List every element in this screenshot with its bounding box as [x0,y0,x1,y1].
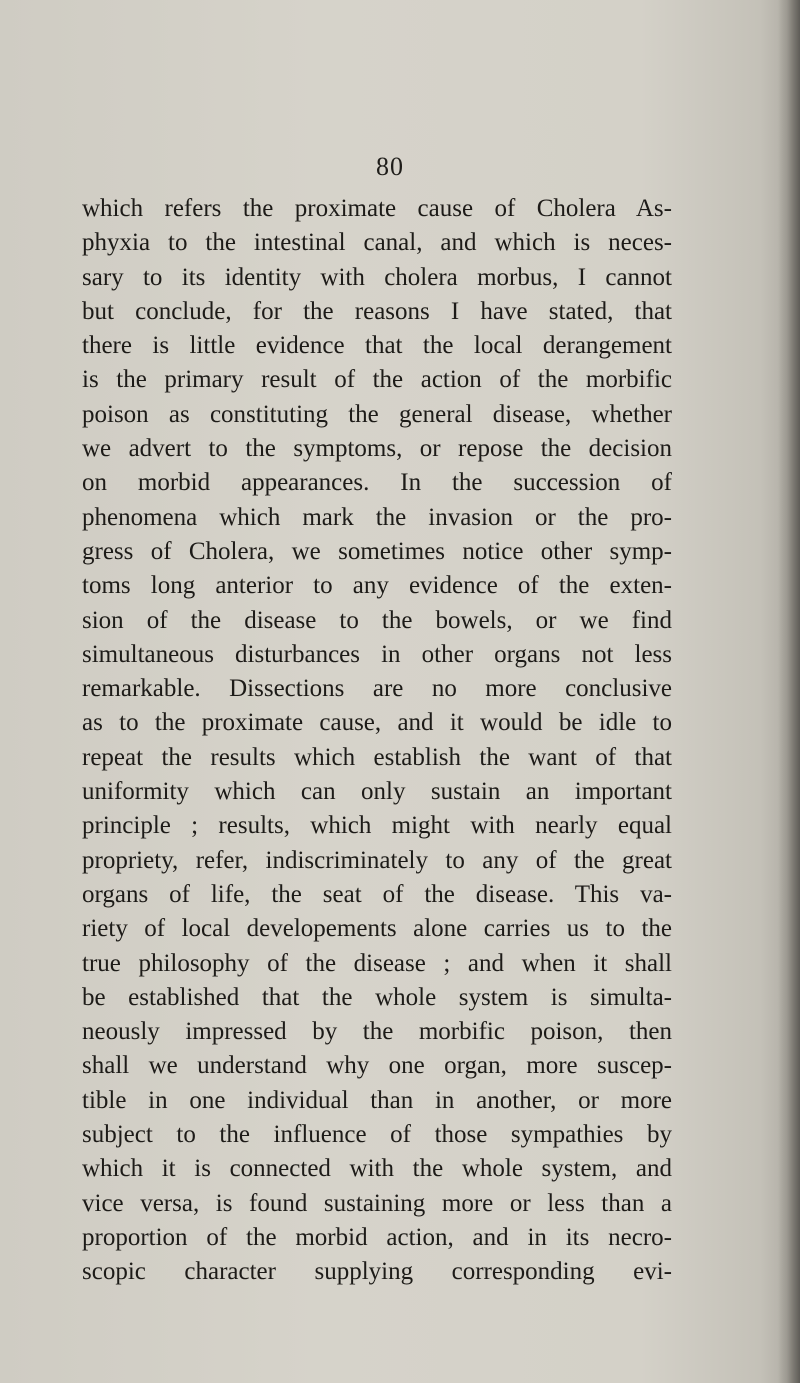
text-line: is the primary result of the action of the morbific [82,366,672,394]
text-line: vice versa, is found sustaining more or less than a [82,1189,672,1217]
page-number: 80 [376,152,404,181]
text-line: uniformity which can only sustain an important [82,778,672,806]
text-line: gress of Cholera, we sometimes notice other symp- [82,537,672,565]
text-line: poison as constituting the general disease, whether [82,400,672,428]
text-line: tible in one individual than in another, or more [82,1086,672,1114]
text-line: we advert to the symptoms, or repose the decision [82,435,672,463]
text-line: scopic character supplying corresponding evi- [82,1258,672,1286]
text-line: true philosophy of the disease ; and when it shall [82,949,672,977]
text-line: on morbid appearances. In the succession of [82,469,672,497]
text-line: which it is connected with the whole system, and [82,1155,672,1183]
text-line: toms long anterior to any evidence of the exten- [82,572,672,600]
body-text [82,192,672,1290]
page-binding-edge [778,0,800,1383]
text-line: proportion of the morbid action, and in its necro- [82,1223,672,1251]
text-line: be established that the whole system is simulta- [82,983,672,1011]
text-line: shall we understand why one organ, more suscep- [82,1052,672,1080]
text-line: propriety, refer, indiscriminately to any of the great [82,846,672,874]
text-line: phyxia to the intestinal canal, and which is neces- [82,229,672,257]
text-line: there is little evidence that the local derangement [82,332,672,360]
text-line: riety of local developements alone carries us to the [82,915,672,943]
text-line: as to the proximate cause, and it would be idle to [82,709,672,737]
text-line: phenomena which mark the invasion or the pro- [82,503,672,531]
text-line: which refers the proximate cause of Cholera As- [82,195,672,222]
text-line: repeat the results which establish the want of that [82,743,672,771]
text-line: remarkable. Dissections are no more conclusive [82,675,672,703]
text-line: organs of life, the seat of the disease. This va- [82,880,672,908]
text-line: but conclude, for the reasons I have stated, that [82,297,672,325]
text-line: sion of the disease to the bowels, or we find [82,606,672,634]
text-line: principle ; results, which might with nearly equal [82,812,672,840]
text-line: neously impressed by the morbific poison, then [82,1018,672,1046]
text-line: simultaneous disturbances in other organs not less [82,640,672,668]
text-line: subject to the influence of those sympathies by [82,1121,672,1149]
text-line: sary to its identity with cholera morbus, I cannot [82,263,672,291]
